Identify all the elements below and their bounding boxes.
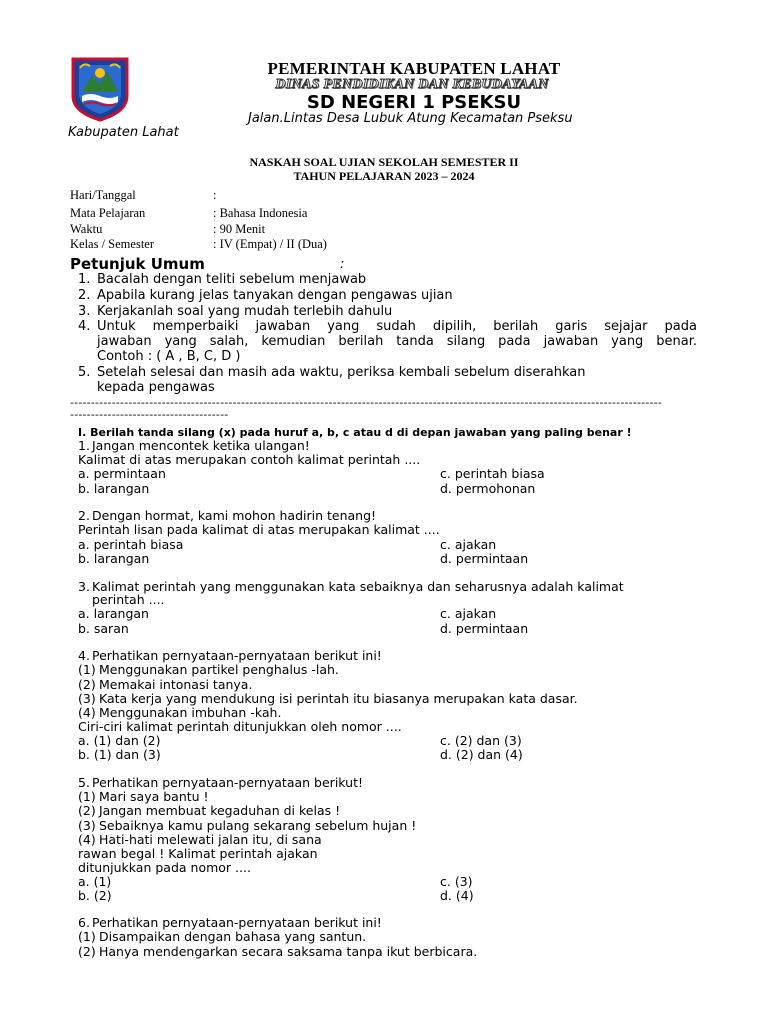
instruction-number: 5. (78, 365, 91, 380)
instruction-number: 1. (78, 272, 91, 287)
question-text: Perhatikan pernyataan-pernyataan berikut ini! (92, 648, 382, 663)
info-value-subject: : Bahasa Indonesia (213, 206, 308, 220)
school-address: Jalan.Lintas Desa Lubuk Atung Kecamatan Pseksu (248, 111, 573, 126)
statement-item: (2) Hanya mendengarkan secara saksama tanpa ikut berbicara. (78, 944, 478, 959)
general-instructions-colon: : (340, 257, 345, 272)
info-value-date: : (213, 188, 217, 202)
school-name: SD NEGERI 1 PSEKSU (306, 92, 522, 113)
question-number: 1. (78, 438, 90, 453)
statement-item: (4) Hati-hati melewati jalan itu, di sana (78, 832, 322, 847)
answer-option[interactable]: c. ajakan (440, 606, 497, 621)
instruction-text: Untuk memperbaiki jawaban yang sudah dipilih, berilah garis sejajar pada (97, 319, 697, 334)
statement-item: (2) Memakai intonasi tanya. (78, 677, 253, 692)
question-text: Jangan mencontek ketika ulangan! (92, 438, 310, 453)
answer-option[interactable]: b. (1) dan (3) (78, 747, 161, 762)
answer-option[interactable]: a. permintaan (78, 466, 166, 481)
government-name: PEMERINTAH KABUPATEN LAHAT (267, 59, 561, 78)
answer-option[interactable]: d. permintaan (440, 551, 529, 566)
info-label-class: Kelas / Semester (70, 237, 155, 251)
answer-option[interactable]: c. ajakan (440, 537, 497, 552)
instruction-text: Setelah selesai dan masih ada waktu, periksa kembali sebelum diserahkan (97, 365, 586, 380)
instruction-text: Bacalah dengan teliti sebelum menjawab (97, 272, 367, 287)
statement-item: (3) Kata kerja yang mendukung isi perintah itu biasanya merupakan kata dasar. (78, 691, 578, 706)
answer-option[interactable]: a. (1) (78, 874, 112, 889)
statement-item: (1) Mari saya bantu ! (78, 789, 209, 804)
answer-option[interactable]: d. (4) (440, 888, 474, 903)
department-name: DINAS PENDIDIKAN DAN KEBUDAYAAN (275, 77, 549, 92)
question-text: Ciri-ciri kalimat perintah ditunjukkan oleh nomor .... (78, 719, 402, 734)
question-number: 3. (78, 579, 90, 594)
info-value-class: : IV (Empat) / II (Dua) (213, 237, 327, 251)
answer-option[interactable]: c. perintah biasa (440, 466, 545, 481)
answer-option[interactable]: d. permohonan (440, 481, 536, 496)
exam-title: NASKAH SOAL UJIAN SEKOLAH SEMESTER II (249, 155, 519, 169)
question-number: 5. (78, 775, 90, 790)
statement-item: (3) Sebaiknya kamu pulang sekarang sebelum hujan ! (78, 818, 417, 833)
instruction-text: kepada pengawas (97, 380, 215, 395)
instruction-number: 2. (78, 288, 91, 303)
exam-year: TAHUN PELAJARAN 2023 – 2024 (293, 169, 475, 183)
question-text: Kalimat di atas merupakan contoh kalimat perintah .... (78, 452, 421, 467)
answer-option[interactable]: d. (2) dan (4) (440, 747, 523, 762)
separator-line: -------------------------------------- (70, 408, 229, 421)
question-number: 2. (78, 508, 90, 523)
instruction-text: jawaban yang salah, kemudian berilah tanda silang pada jawaban yang benar. (97, 334, 697, 349)
answer-option[interactable]: c. (3) (440, 874, 473, 889)
instruction-text: Apabila kurang jelas tanyakan dengan pengawas ujian (97, 288, 453, 303)
section-instruction: I. Berilah tanda silang (x) pada huruf a, b, c atau d di depan jawaban yang paling benar ! (78, 426, 632, 439)
answer-option[interactable]: b. larangan (78, 551, 150, 566)
statement-item: (4) Menggunakan imbuhan -kah. (78, 705, 282, 720)
question-text: rawan begal ! Kalimat perintah ajakan (78, 846, 318, 861)
question-text: Perintah lisan pada kalimat di atas merupakan kalimat .... (78, 522, 440, 537)
separator-line: ---------------------------------------------------------------------------------------------------------------------------------------------- (70, 396, 663, 409)
answer-option[interactable]: a. (1) dan (2) (78, 733, 161, 748)
answer-option[interactable]: c. (2) dan (3) (440, 733, 522, 748)
answer-option[interactable]: d. permintaan (440, 621, 529, 636)
info-label-time: Waktu (70, 222, 103, 236)
instruction-number: 3. (78, 304, 91, 319)
question-number: 6. (78, 915, 90, 930)
answer-option[interactable]: b. (2) (78, 888, 112, 903)
regency-name: Kabupaten Lahat (68, 125, 179, 140)
question-text: ditunjukkan pada nomor .... (78, 860, 251, 875)
instruction-number: 4. (78, 319, 91, 334)
general-instructions-title: Petunjuk Umum (70, 255, 205, 273)
instruction-example: Contoh : ( A , B, C, D ) (97, 349, 241, 364)
question-text: Perhatikan pernyataan-pernyataan berikut ini! (92, 915, 382, 930)
answer-option[interactable]: a. perintah biasa (78, 537, 184, 552)
statement-item: (2) Jangan membuat kegaduhan di kelas ! (78, 803, 341, 818)
question-number: 4. (78, 648, 90, 663)
info-label-date: Hari/Tanggal (70, 188, 136, 202)
question-text: Kalimat perintah yang menggunakan kata sebaiknya dan seharusnya adalah kalimat (92, 579, 624, 594)
answer-option[interactable]: b. larangan (78, 481, 150, 496)
question-text: Perhatikan pernyataan-pernyataan berikut! (92, 775, 363, 790)
info-label-subject: Mata Pelajaran (70, 206, 146, 220)
info-value-time: : 90 Menit (213, 222, 266, 236)
question-text: perintah .... (92, 592, 165, 607)
instruction-text: Kerjakanlah soal yang mudah terlebih dahulu (97, 304, 393, 319)
answer-option[interactable]: b. saran (78, 621, 129, 636)
statement-item: (1) Menggunakan partikel penghalus -lah. (78, 662, 339, 677)
answer-option[interactable]: a. larangan (78, 606, 149, 621)
statement-item: (1) Disampaikan dengan bahasa yang santun. (78, 929, 367, 944)
question-text: Dengan hormat, kami mohon hadirin tenang! (92, 508, 377, 523)
